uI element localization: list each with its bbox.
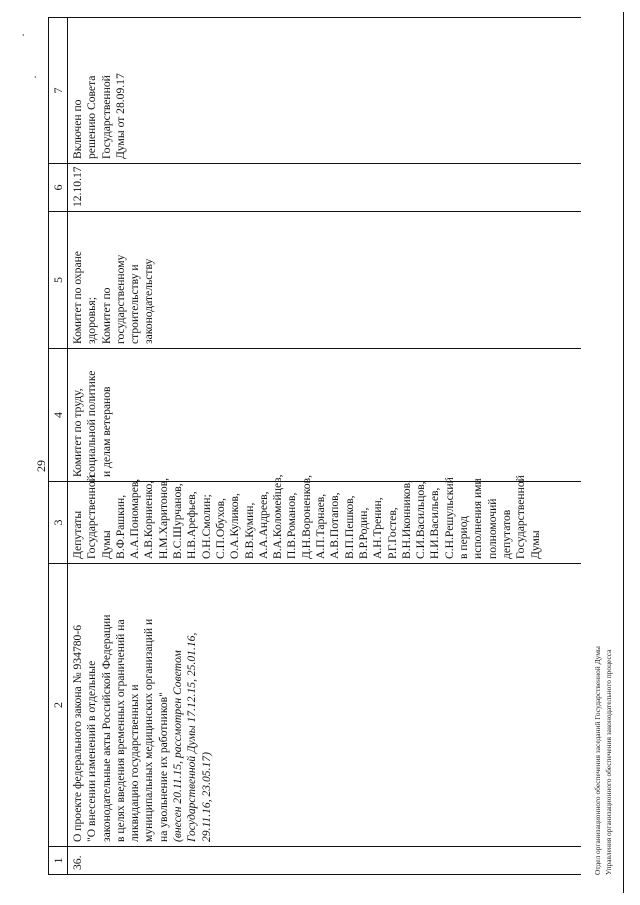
author-line: С.Н.Решульский bbox=[442, 477, 456, 559]
note-cell bbox=[68, 18, 582, 164]
column-header: 1 bbox=[49, 847, 68, 875]
footer-line: Управления организационного обеспечения законодательного процесса bbox=[604, 649, 613, 875]
date-cell bbox=[68, 164, 582, 212]
author-line: С.П.Обухов, bbox=[213, 497, 227, 559]
bills-table bbox=[48, 17, 581, 875]
column-header: 7 bbox=[49, 18, 68, 164]
column-header: 4 bbox=[49, 349, 68, 482]
author-line: П.В.Романов, bbox=[285, 492, 299, 559]
author-line: Думы bbox=[528, 530, 542, 559]
author-line: депутатов bbox=[499, 509, 513, 559]
author-line: полномочий bbox=[485, 498, 499, 559]
author-line: А.П.Тарнаев, bbox=[314, 493, 328, 559]
column-header-row bbox=[49, 18, 68, 875]
column-header: 5 bbox=[49, 212, 68, 349]
author-line: В.В.Кумин, bbox=[242, 502, 256, 559]
author-line: Думы bbox=[99, 530, 113, 559]
author-line: Государственной bbox=[514, 475, 528, 559]
responsible-committee: Комитет по труду, социальной политике и делам ветеранов bbox=[71, 370, 113, 477]
author-line: Депутаты bbox=[71, 510, 84, 559]
footer bbox=[592, 646, 614, 875]
row-number bbox=[68, 847, 582, 875]
author-line: В.Ф.Рашкин, bbox=[113, 494, 127, 559]
author-line: А.Н.Тренин, bbox=[371, 497, 385, 559]
column-header: 6 bbox=[49, 164, 68, 212]
author-line: В.П.Пешков, bbox=[342, 495, 356, 559]
review-date: 12.10.17 bbox=[71, 166, 84, 207]
author-line: А.А.Андреев, bbox=[256, 491, 270, 559]
author-line: Государственной bbox=[85, 475, 99, 559]
page-number: 29 bbox=[34, 460, 48, 472]
authors-list bbox=[71, 474, 543, 559]
coexecutors-cell bbox=[68, 212, 582, 349]
author-line: А.В.Потапов, bbox=[328, 492, 342, 559]
author-line: исполнения ими bbox=[471, 478, 485, 559]
bill-introduction-info: (внесен 20.11.15, рассмотрен Советом Государственной Думы 17.12.15, 25.01.16, 29.11.16, 23.05.17) bbox=[171, 632, 213, 842]
author-line: А.А.Пономарев, bbox=[128, 478, 142, 559]
author-line: в период bbox=[457, 515, 471, 559]
author-line: О.А.Куликов, bbox=[228, 493, 242, 559]
author-line: О.Н.Смолин; bbox=[199, 494, 213, 559]
author-line: Д.Н.Вороненков, bbox=[299, 475, 313, 559]
table-row bbox=[68, 18, 582, 875]
bottom-rule bbox=[623, 12, 624, 893]
author-line: А.В.Корниенко, bbox=[142, 480, 156, 559]
responsible-committee-cell bbox=[68, 349, 582, 482]
bill-title: О проекте федерального закона № 934780-6 "О внесении изменений в отдельные законодательные акты Российской Федерации в целях введения временных ограничений на ликвидацию государственных и муниципальных медицинских организаций и на увольнение их работников" bbox=[71, 614, 170, 842]
author-line: Р.Г.Гостев, bbox=[385, 507, 399, 559]
note: Включен по решению Совета Государственной Думы от 28.09.17 bbox=[71, 73, 127, 159]
authors-cell bbox=[68, 474, 582, 564]
column-header: 2 bbox=[49, 564, 68, 847]
author-line: Н.М.Харитонов, bbox=[156, 477, 170, 559]
bill-cell bbox=[68, 564, 582, 847]
row-number-text: 36. bbox=[71, 855, 84, 870]
scan-mark: · bbox=[28, 75, 42, 79]
author-line: В.Р.Родин, bbox=[356, 507, 370, 559]
column-header: 3 bbox=[49, 482, 68, 564]
scan-mark: · bbox=[16, 33, 30, 37]
author-line: Н.В.Арефьев, bbox=[185, 491, 199, 559]
author-line: В.Н.Иконников, bbox=[399, 480, 413, 559]
footer-line: Отдел организационного обеспечения заседаний Государственной Думы bbox=[593, 646, 602, 875]
author-line: С.И.Васильцов, bbox=[414, 481, 428, 559]
author-line: В.А.Коломейцев, bbox=[271, 474, 285, 559]
coexecutor-committees: Комитет по охране здоровья; Комитет по государственному строительству и законодательству bbox=[71, 251, 156, 344]
author-line: В.С.Шурчанов, bbox=[171, 483, 185, 559]
author-line: Н.И.Васильев, bbox=[428, 487, 442, 559]
